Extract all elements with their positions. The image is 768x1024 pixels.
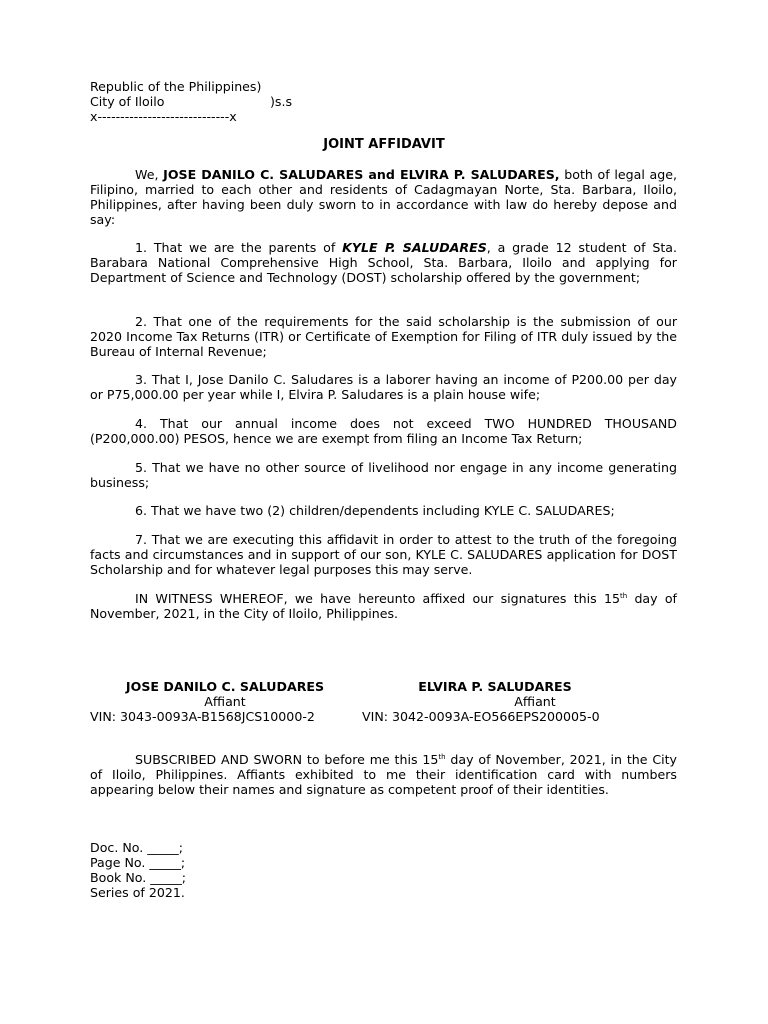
item-1-post: , a grade 12 student of Sta. Barabara National Comprehensive High School, Sta. Barbara, Iloilo and applying for Department of Science and Technology (DOST) scholarship offered by the government; xyxy=(90,240,677,285)
witness-text-end: day of November, 2021, in the City of Iloilo, Philippines. xyxy=(90,591,677,621)
witness-paragraph xyxy=(90,591,677,621)
intro-text-start: We, xyxy=(135,167,164,182)
signatory-2-role: Affiant xyxy=(514,694,556,709)
jurat-text-end: day of November, 2021, in the City of Iloilo, Philippines. Affiants exhibited to me their identification card with numbers appearing below their names and signature as competent proof of their identities. xyxy=(90,752,678,797)
item-7: 7. That we are executing this affidavit in order to attest to the truth of the foregoing facts and circumstances and in support of our son, KYLE C. SALUDARES application for DOST Scholarship and for whatever legal purposes this may serve. xyxy=(90,532,677,577)
jurat-text-start: SUBSCRIBED AND SWORN to before me this 15 xyxy=(135,752,439,767)
signatory-1 xyxy=(90,679,360,709)
item-1-pre: 1. That we are the parents of xyxy=(135,240,343,255)
item-6: 6. That we have two (2) children/dependents including KYLE C. SALUDARES; xyxy=(135,503,615,518)
caption-ss: )s.s xyxy=(270,94,293,109)
item-4: 4. That our annual income does not exceed TWO HUNDRED THOUSAND (P200,000.00) PESOS, hence we are exempt from filing an Income Tax Return; xyxy=(90,416,677,446)
student-name: KYLE P. SALUDARES xyxy=(342,240,487,255)
caption-republic: Republic of the Philippines) xyxy=(90,79,262,94)
book-no: Book No. _____; xyxy=(90,870,186,885)
jurat-ordinal: th xyxy=(438,753,446,761)
intro-paragraph xyxy=(90,167,677,227)
item-1 xyxy=(90,240,677,285)
signatory-1-role: Affiant xyxy=(204,694,246,709)
item-5: 5. That we have no other source of livelihood nor engage in any income generating business; xyxy=(90,460,677,490)
item-2: 2. That one of the requirements for the said scholarship is the submission of our 2020 Income Tax Returns (ITR) or Certificate of Exemption for Filing of ITR duly issued by the Bureau of Internal Revenue; xyxy=(90,314,677,359)
witness-ordinal: th xyxy=(620,592,628,600)
signatory-1-name: JOSE DANILO C. SALUDARES xyxy=(125,679,325,694)
affiant-names: JOSE DANILO C. SALUDARES and ELVIRA P. SALUDARES, xyxy=(163,167,560,182)
signatory-2 xyxy=(360,679,630,709)
signatory-1-vin: VIN: 3043-0093A-B1568JCS10000-2 xyxy=(90,709,315,724)
series: Series of 2021. xyxy=(90,885,185,900)
signatory-2-name: ELVIRA P. SALUDARES xyxy=(418,679,572,694)
item-3: 3. That I, Jose Danilo C. Saludares is a laborer having an income of P200.00 per day or P75,000.00 per year while I, Elvira P. Saludares is a plain house wife; xyxy=(90,372,677,402)
document-title: JOINT AFFIDAVIT xyxy=(323,137,445,152)
caption-city: City of Iloilo xyxy=(90,94,165,109)
page-no: Page No. _____; xyxy=(90,855,186,870)
witness-text-start: IN WITNESS WHEREOF, we have hereunto affixed our signatures this 15 xyxy=(135,591,620,606)
signatory-2-vin: VIN: 3042-0093A-EO566EPS200005-0 xyxy=(362,709,600,724)
doc-no: Doc. No. _____; xyxy=(90,840,183,855)
caption-divider: x-----------------------------x xyxy=(90,109,237,124)
intro-text-end: both of legal age, Filipino, married to each other and residents of Cadagmayan Norte, Sta. Barbara, Iloilo, Philippines, after having been duly sworn to in accordance with law do hereby depose and say: xyxy=(90,167,677,227)
jurat-paragraph xyxy=(90,752,677,797)
